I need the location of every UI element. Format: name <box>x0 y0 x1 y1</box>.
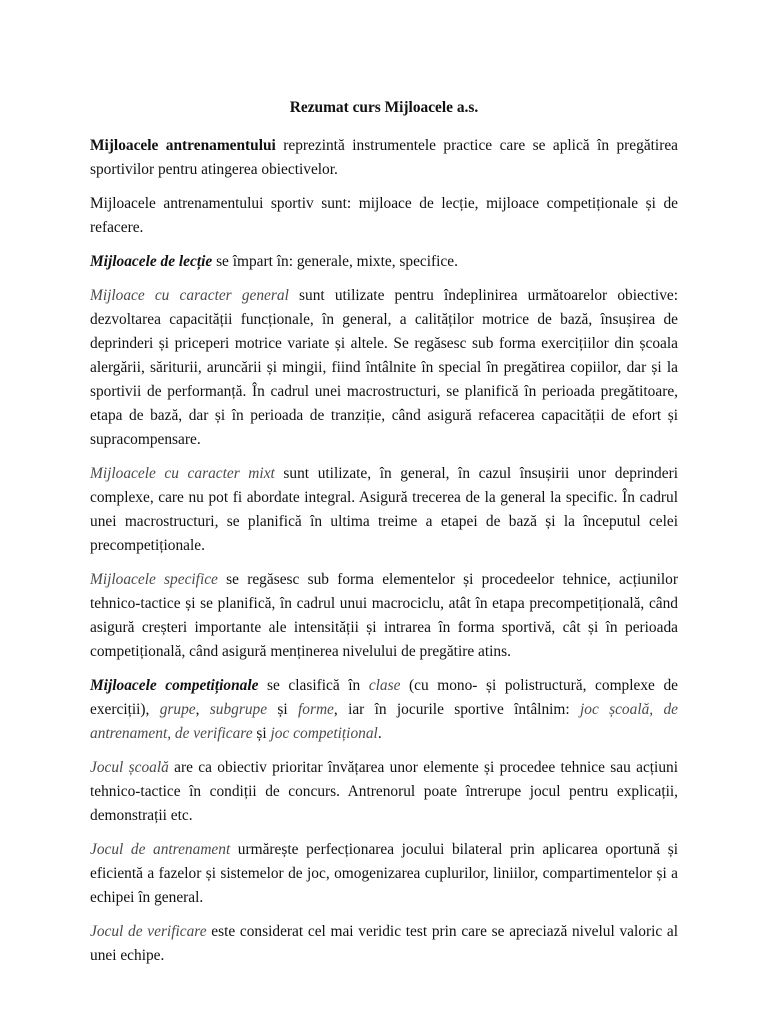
term-caracter-general: Mijloace cu caracter general <box>90 287 289 304</box>
paragraph-joc-verificare <box>90 920 678 968</box>
paragraph-text: sunt utilizate pentru îndeplinirea următoarelor obiective: dezvoltarea capacității funcționale, în general, a calităților motrice de bază, însușirea de deprinderi și priceperi motrice variate și altele. Se regăsesc sub forma exercițiilor din școala alergării, săriturii, aruncării și mingii, fiind întâlnite în special în pregătirea copiilor, dar și la sportivii de performanță. În cadrul unei macrostructuri, se planifică în perioada pregătitoare, etapa de bază, dar și în perioada de tranziție, când asigură refacerea capacității de efort și supracompensare. <box>90 287 678 448</box>
term-grupe: grupe <box>159 701 196 718</box>
term-mijloacele-de-lectie: Mijloacele de lecție <box>90 253 213 270</box>
paragraph-text: Mijloacele antrenamentului sportiv sunt: mijloace de lecție, mijloace competiționale și de refacere. <box>90 195 678 236</box>
term-competitionale: Mijloacele competiționale <box>90 677 259 694</box>
term-mijloacele-antrenamentului: Mijloacele antrenamentului <box>90 137 276 154</box>
paragraph-lectie <box>90 250 678 274</box>
paragraph-general <box>90 284 678 452</box>
paragraph-text: sunt utilizate, în general, în cazul însușirii unor deprinderi complexe, care nu pot fi abordate integral. Asigură trecerea de la general la specific. În cadrul unei macrostructuri, se planifică în ultima treime a etapei de bază și la începutul celei precompetiționale. <box>90 465 678 554</box>
paragraph-specifice <box>90 568 678 664</box>
paragraph-text: se împart în: generale, mixte, specifice. <box>212 253 458 270</box>
paragraph-text: , <box>195 701 210 718</box>
term-caracter-mixt: Mijloacele cu caracter mixt <box>90 465 275 482</box>
paragraph-text: , iar în jocurile sportive întâlnim: <box>333 701 580 718</box>
paragraph-text: (cu mono- și polistructură, complexe de exerciții), <box>90 677 678 718</box>
paragraph-joc-antrenament <box>90 838 678 910</box>
term-specifice: Mijloacele specifice <box>90 571 218 588</box>
paragraph-text: este considerat cel mai veridic test prin care se apreciază nivelul valoric al unei echipe. <box>90 923 678 964</box>
paragraph-text: și <box>252 725 271 742</box>
document-title: Rezumat curs Mijloacele a.s. <box>289 99 479 116</box>
paragraph-definition <box>90 134 678 182</box>
term-joc-competitional: joc competițional <box>270 725 378 742</box>
paragraph-text: urmărește perfecționarea jocului bilateral prin aplicarea oportună și eficientă a fazelor și sistemelor de joc, omogenizarea cuplurilor, liniilor, compartimentelor și a echipei în general. <box>90 841 678 906</box>
term-subgrupe: subgrupe <box>209 701 268 718</box>
paragraph-mixt <box>90 462 678 558</box>
term-jocul-de-antrenament: Jocul de antrenament <box>90 841 231 858</box>
paragraph-text: se clasifică în <box>258 677 369 694</box>
paragraph-types <box>90 192 678 240</box>
document-page <box>90 96 678 978</box>
paragraph-text: reprezintă instrumentele practice care se aplică în pregătirea sportivilor pentru atingerea obiectivelor. <box>90 137 678 178</box>
term-clase: clase <box>368 677 401 694</box>
term-jocul-de-verificare: Jocul de verificare <box>90 923 207 940</box>
term-forme: forme <box>297 701 334 718</box>
paragraph-text: are ca obiectiv prioritar învățarea unor elemente și procedee tehnice sau acțiuni tehnico-tactice în condiții de concurs. Antrenorul poate întrerupe jocul pentru explicații, demonstrații etc. <box>90 759 679 824</box>
paragraph-text: . <box>377 725 382 742</box>
paragraph-text: și <box>267 701 298 718</box>
term-jocul-scoala: Jocul școală <box>90 759 169 776</box>
paragraph-text: se regăsesc sub forma elementelor și procedeelor tehnice, acțiunilor tehnico-tactice și se planifică, în cadrul unui macrociclu, atât în etapa precompetițională, când asigură creșteri importante ale intensității și intrarea în forma sportivă, cât și în perioada competițională, când asigură menținerea nivelului de pregătire atins. <box>90 571 679 660</box>
paragraph-competitionale <box>90 674 678 746</box>
paragraph-joc-scoala <box>90 756 678 828</box>
term-game-types: joc școală, de antrenament, de verificare <box>90 701 678 742</box>
